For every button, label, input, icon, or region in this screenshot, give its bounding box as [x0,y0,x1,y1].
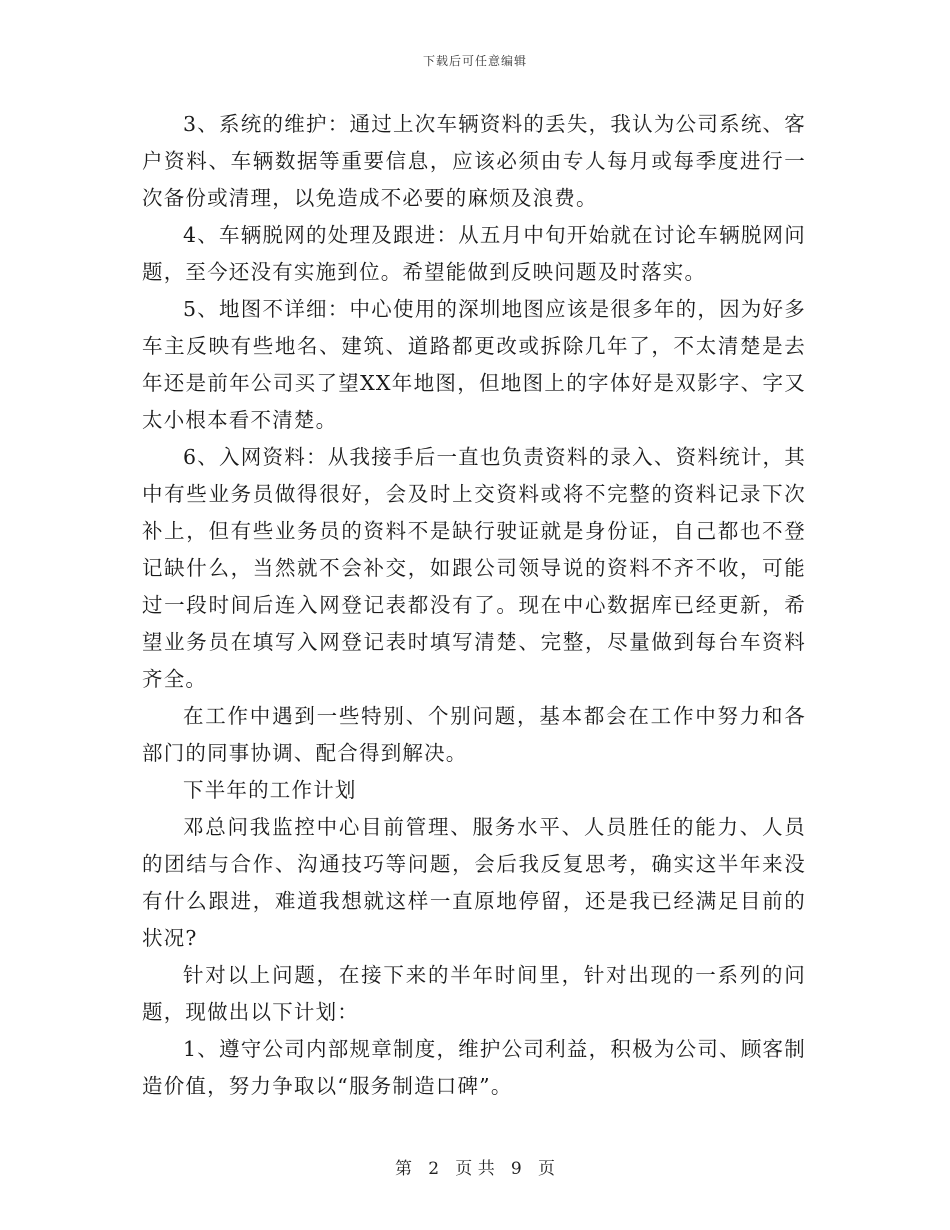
footer-middle: 页 共 [455,1159,495,1179]
section-heading-second-half-plan: 下半年的工作计划 [183,778,357,802]
paragraph-plan-intro: 针对以上问题，在接下来的半年时间里，针对出现的一系列的问题，现做出以下计划： [142,963,806,1024]
paragraph-work-issues: 在工作中遇到一些特别、个别问题，基本都会在工作中努力和各部门的同事协调、配合得到解决。 [142,704,806,765]
footer-suffix: 页 [537,1159,555,1179]
paragraph-plan-item-1: 1、遵守公司内部规章制度，维护公司利益，积极为公司、顾客制造价值，努力争取以“服务制造口碑”。 [142,1037,806,1098]
paragraph-system-maintenance: 3、系统的维护：通过上次车辆资料的丢失，我认为公司系统、客户资料、车辆数据等重要信息，应该必须由专人每月或每季度进行一次备份或清理，以免造成不必要的麻烦及浪费。 [142,112,806,210]
footer-total-pages: 9 [510,1159,522,1179]
paragraph-vehicle-offline: 4、车辆脱网的处理及跟进：从五月中旬开始就在讨论车辆脱网问题，至今还没有实施到位。希望能做到反映问题及时落实。 [142,223,806,284]
document-body [142,106,806,1105]
page-header: 下载后可任意编辑 [422,54,527,68]
paragraph-map-details: 5、地图不详细：中心使用的深圳地图应该是很多年的，因为好多车主反映有些地名、建筑、道路都更改或拆除几年了，不太清楚是去年还是前年公司买了望XX年地图，但地图上的字体好是双影字、字又太小根本看不清楚。 [142,297,806,432]
paragraph-manager-questions: 邓总问我监控中心目前管理、服务水平、人员胜任的能力、人员的团结与合作、沟通技巧等问题，会后我反复思考，确实这半年来没有什么跟进，难道我想就这样一直原地停留，还是我已经满足目前的状况? [142,815,806,950]
footer-prefix: 第 [395,1159,413,1179]
page-footer [0,1154,950,1179]
footer-page-number: 2 [428,1159,440,1179]
paragraph-registration-data: 6、入网资料：从我接手后一直也负责资料的录入、资料统计，其中有些业务员做得很好，会及时上交资料或将不完整的资料记录下次补上，但有些业务员的资料不是缺行驶证就是身份证，自己都也不登记缺什么，当然就不会补交，如跟公司领导说的资料不齐不收，可能过一段时间后连入网登记表都没有了。现在中心数据库已经更新，希望业务员在填写入网登记表时填写清楚、完整，尽量做到每台车资料齐全。 [142,445,806,691]
